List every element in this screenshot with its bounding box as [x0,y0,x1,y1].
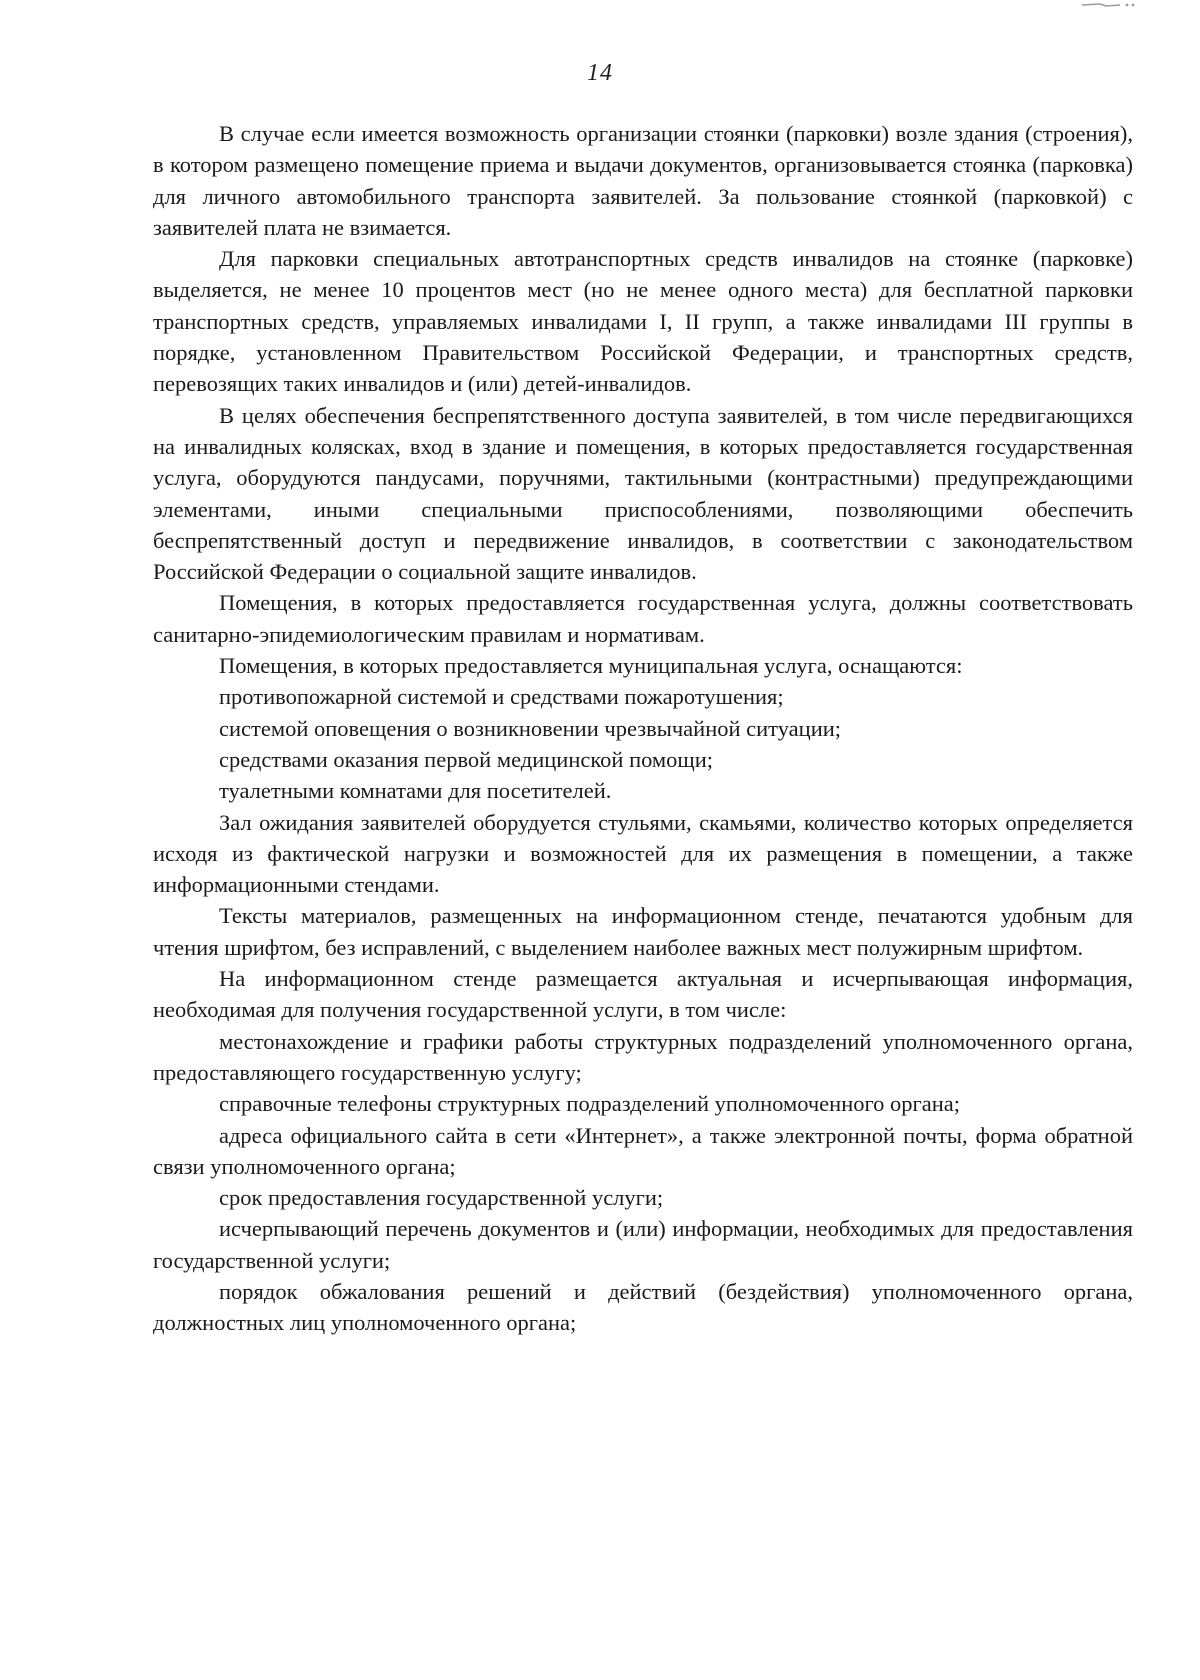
paragraph-parking: В случае если имеется возможность организации стоянки (парковки) возле здания (строения), в котором размещено помещение приема и выдачи документов, организовывается стоянка (парковка) для личного автомобильного транспорта заявителей. За пользование стоянкой (парковкой) с заявителей плата не взимается. [153,121,1133,240]
list-item-service-term: срок предоставления государственной услуги; [219,1185,664,1211]
list-item-alert-system: системой оповещения о возникновении чрезвычайной ситуации; [219,715,842,741]
list-item-documents: исчерпывающий перечень документов и (или) информации, необходимых для предоставления государственной услуги; [153,1216,1133,1273]
scan-mark [1080,0,1136,10]
paragraph-waiting-hall: Зал ожидания заявителей оборудуется стульями, скамьями, количество которых определяется исходя из фактической нагрузки и возможностей для их размещения в помещении, а также информационными стендами. [153,809,1133,898]
list-item-appeal-procedure: порядок обжалования решений и действий (бездействия) уполномоченного органа, должностных лиц уполномоченного органа; [153,1278,1133,1336]
list-item-website: адреса официального сайта в сети «Интернет», а также электронной почты, форма обратной связи уполномоченного органа; [153,1122,1133,1179]
list-item-location: местонахождение и графики работы структурных подразделений уполномоченного органа, предоставляющего государственную услугу; [153,1028,1133,1085]
list-item-restrooms: туалетными комнатами для посетителей. [219,778,612,804]
list-item-fire-system: противопожарной системой и средствами пожаротушения; [219,684,784,710]
document-body [153,118,1133,1339]
paragraph-stand-texts: Тексты материалов, размещенных на информационном стенде, печатаются удобным для чтения шрифтом, без исправлений, с выделением наиболее важных мест полужирным шрифтом. [153,903,1133,960]
paragraph-accessibility: В целях обеспечения беспрепятственного доступа заявителей, в том числе передвигающихся на инвалидных колясках, вход в здание и помещения, в которых предоставляется государственная услуга, оборудуются пандусами, поручнями, тактильными (контрастными) предупреждающими элементами, иными специальными приспособлениями, позволяющими обеспечить беспрепятственный доступ и передвижение инвалидов, в соответствии с законодательством Российской Федерации о социальной защите инвалидов. [153,402,1133,585]
paragraph-stand-info-intro: На информационном стенде размещается актуальная и исчерпывающая информация, необходимая для получения государственной услуги, в том числе: [153,966,1133,1023]
list-item-phones: справочные телефоны структурных подразделений уполномоченного органа; [219,1091,961,1117]
list-item-first-aid: средствами оказания первой медицинской помощи; [219,746,714,772]
page-number: 14 [587,60,613,86]
paragraph-sanitary-rules: Помещения, в которых предоставляется государственная услуга, должны соответствовать санитарно-эпидемиологическим правилам и нормативам. [153,590,1133,647]
paragraph-disabled-parking: Для парковки специальных автотранспортных средств инвалидов на стоянке (парковке) выделяется, не менее 10 процентов мест (но не менее одного места) для бесплатной парковки транспортных средств, управляемых инвалидами I, II групп, а также инвалидами III группы в порядке, установленном Правительством Российской Федерации, и транспортных средств, перевозящих таких инвалидов и (или) детей-инвалидов. [153,246,1133,397]
paragraph-equipment-intro: Помещения, в которых предоставляется муниципальная услуга, оснащаются: [219,653,963,679]
